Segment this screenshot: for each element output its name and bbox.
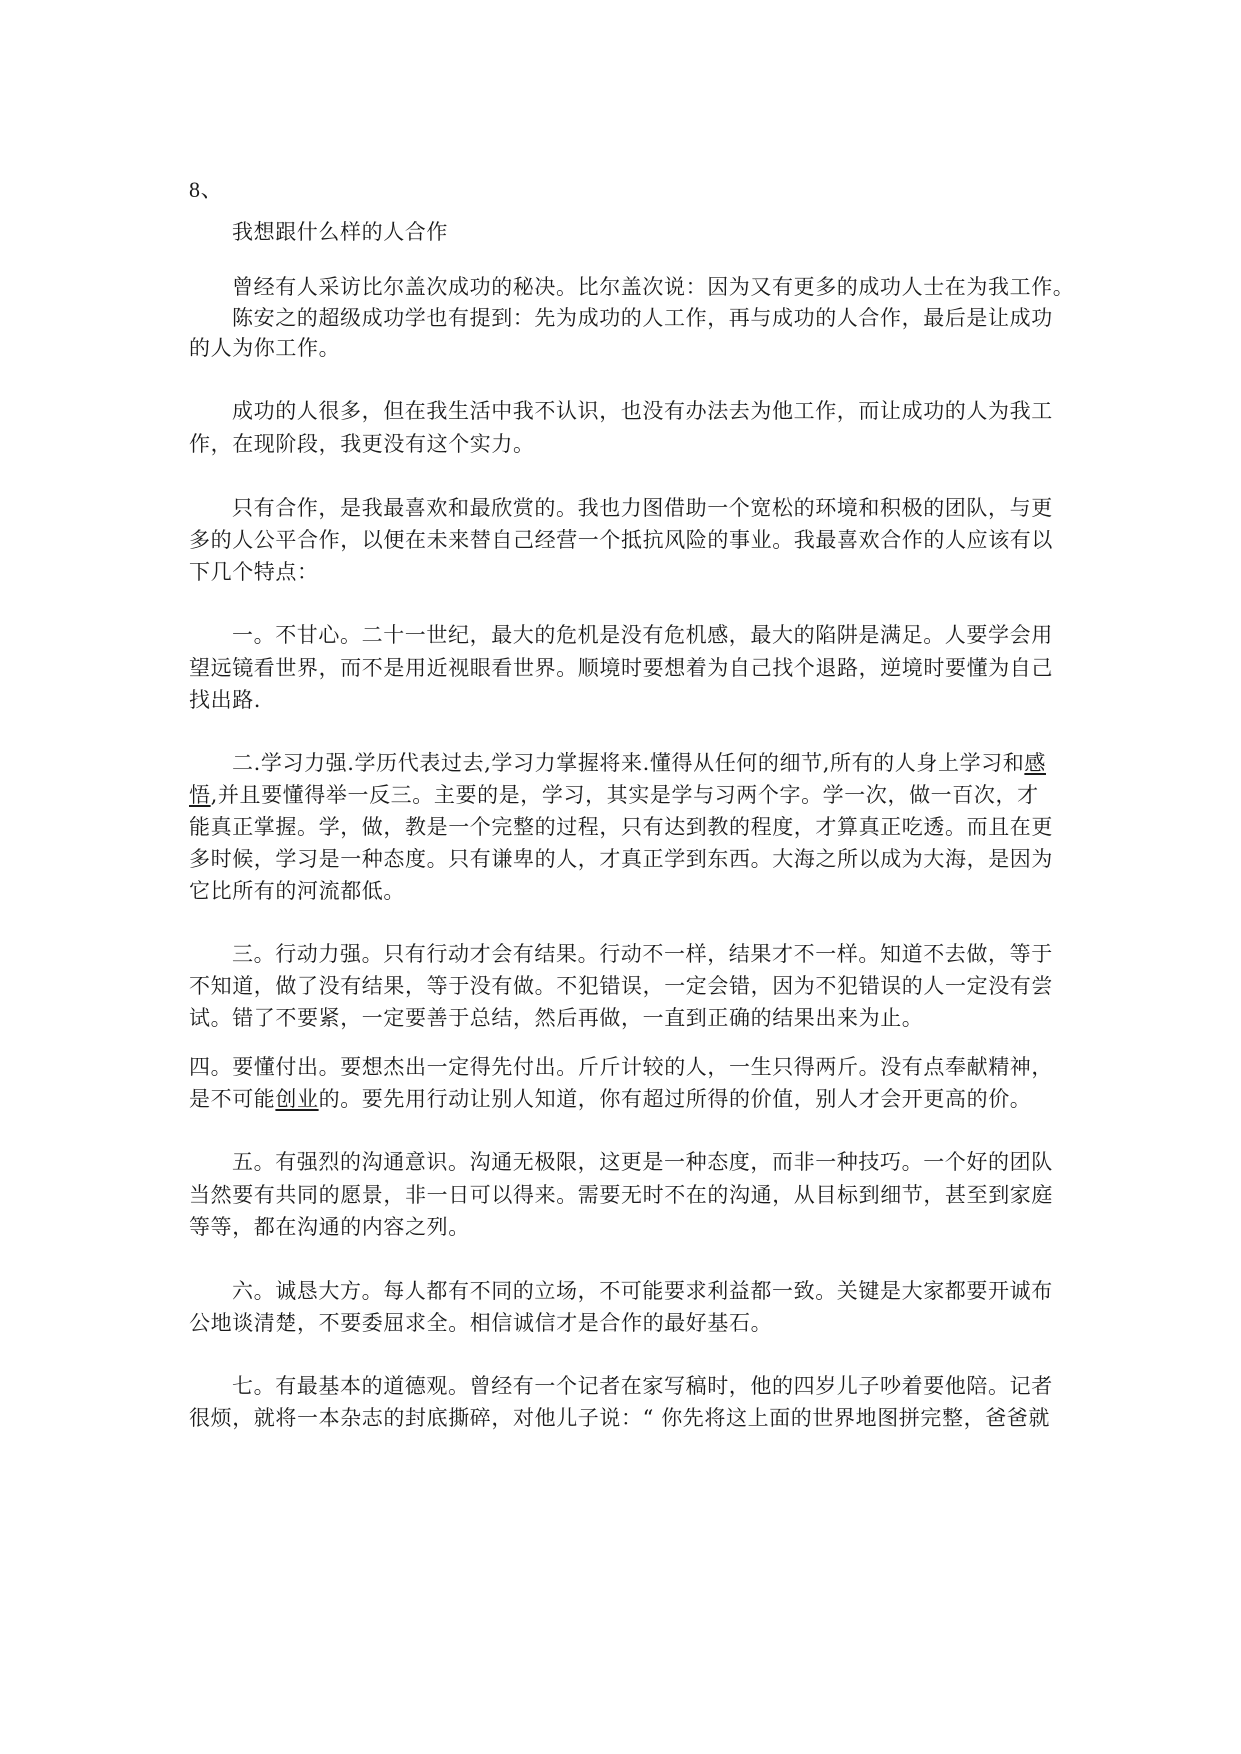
paragraph-line: 公地谈清楚，不要委屈求全。相信诚信才是合作的最好基石。 [189, 1311, 773, 1335]
paragraph-line: 一。不甘心。二十一世纪，最大的危机是没有危机感，最大的陷阱是满足。人要学会用 [232, 623, 1053, 647]
document-title: 我想跟什么样的人合作 [232, 220, 448, 244]
paragraph-text: 是不可能 [189, 1087, 276, 1111]
underlined-word: 悟 [189, 783, 211, 807]
paragraph-line: 曾经有人采访比尔盖次成功的秘决。比尔盖次说：因为又有更多的成功人士在为我工作。 [232, 275, 1075, 299]
paragraph-text: 的。要先用行动让别人知道，你有超过所得的价值，别人才会开更高的价。 [318, 1087, 1032, 1111]
paragraph-line: 多时候，学习是一种态度。只有谦卑的人，才真正学到东西。大海之所以成为大海，是因为 [189, 847, 1053, 871]
section-number: 8、 [189, 177, 224, 202]
underlined-word: 创业 [275, 1087, 319, 1111]
paragraph-line: 试。错了不要紧，一定要善于总结，然后再做，一直到正确的结果出来为止。 [189, 1006, 924, 1030]
paragraph-line: 当然要有共同的愿景，非一日可以得来。需要无时不在的沟通，从目标到细节，甚至到家庭 [189, 1183, 1053, 1207]
paragraph-text: 二.学习力强.学历代表过去,学习力掌握将来.懂得从任何的细节,所有的人身上学习和 [232, 751, 1025, 775]
paragraph-line: 望远镜看世界，而不是用近视眼看世界。顺境时要想着为自己找个退路，逆境时要懂为自己 [189, 656, 1053, 680]
paragraph-line [189, 1085, 1031, 1113]
paragraph-line: 三。行动力强。只有行动才会有结果。行动不一样，结果才不一样。知道不去做，等于 [232, 942, 1053, 966]
paragraph-line: 六。诚恳大方。每人都有不同的立场，不可能要求利益都一致。关键是大家都要开诚布 [232, 1279, 1053, 1303]
paragraph-line: 下几个特点： [189, 560, 319, 584]
paragraph-text: ,并且要懂得举一反三。主要的是，学习，其实是学与习两个字。学一次，做一百次，才 [210, 783, 1039, 807]
paragraph-line: 陈安之的超级成功学也有提到：先为成功的人工作，再与成功的人合作，最后是让成功 [232, 306, 1053, 330]
paragraph-line: 作，在现阶段，我更没有这个实力。 [189, 432, 535, 456]
paragraph-line [232, 749, 1046, 777]
underlined-word: 感 [1024, 751, 1046, 775]
paragraph-line: 只有合作，是我最喜欢和最欣赏的。我也力图借助一个宽松的环境和积极的团队，与更 [232, 496, 1053, 520]
paragraph-line: 七。有最基本的道德观。曾经有一个记者在家写稿时，他的四岁儿子吵着要他陪。记者 [232, 1374, 1053, 1398]
paragraph-line: 五。有强烈的沟通意识。沟通无极限，这更是一种态度，而非一种技巧。一个好的团队 [232, 1150, 1053, 1174]
paragraph-line [189, 781, 1039, 809]
paragraph-line: 多的人公平合作，以便在未来替自己经营一个抵抗风险的事业。我最喜欢合作的人应该有以 [189, 528, 1053, 552]
paragraph-line: 不知道，做了没有结果，等于没有做。不犯错误，一定会错，因为不犯错误的人一定没有尝 [189, 974, 1053, 998]
paragraph-line: 成功的人很多，但在我生活中我不认识，也没有办法去为他工作，而让成功的人为我工 [232, 399, 1053, 423]
paragraph-line: 四。要懂付出。要想杰出一定得先付出。斤斤计较的人，一生只得两斤。没有点奉献精神， [189, 1055, 1053, 1079]
paragraph-line: 的人为你工作。 [189, 336, 341, 360]
paragraph-line: 能真正掌握。学，做，教是一个完整的过程，只有达到教的程度，才算真正吃透。而且在更 [189, 815, 1053, 839]
paragraph-line: 等等，都在沟通的内容之列。 [189, 1215, 470, 1239]
paragraph-line: 它比所有的河流都低。 [189, 879, 405, 903]
paragraph-line: 找出路. [189, 688, 262, 712]
paragraph-line: 很烦，就将一本杂志的封底撕碎，对他儿子说：“ 你先将这上面的世界地图拼完整，爸爸就 [189, 1406, 1051, 1430]
